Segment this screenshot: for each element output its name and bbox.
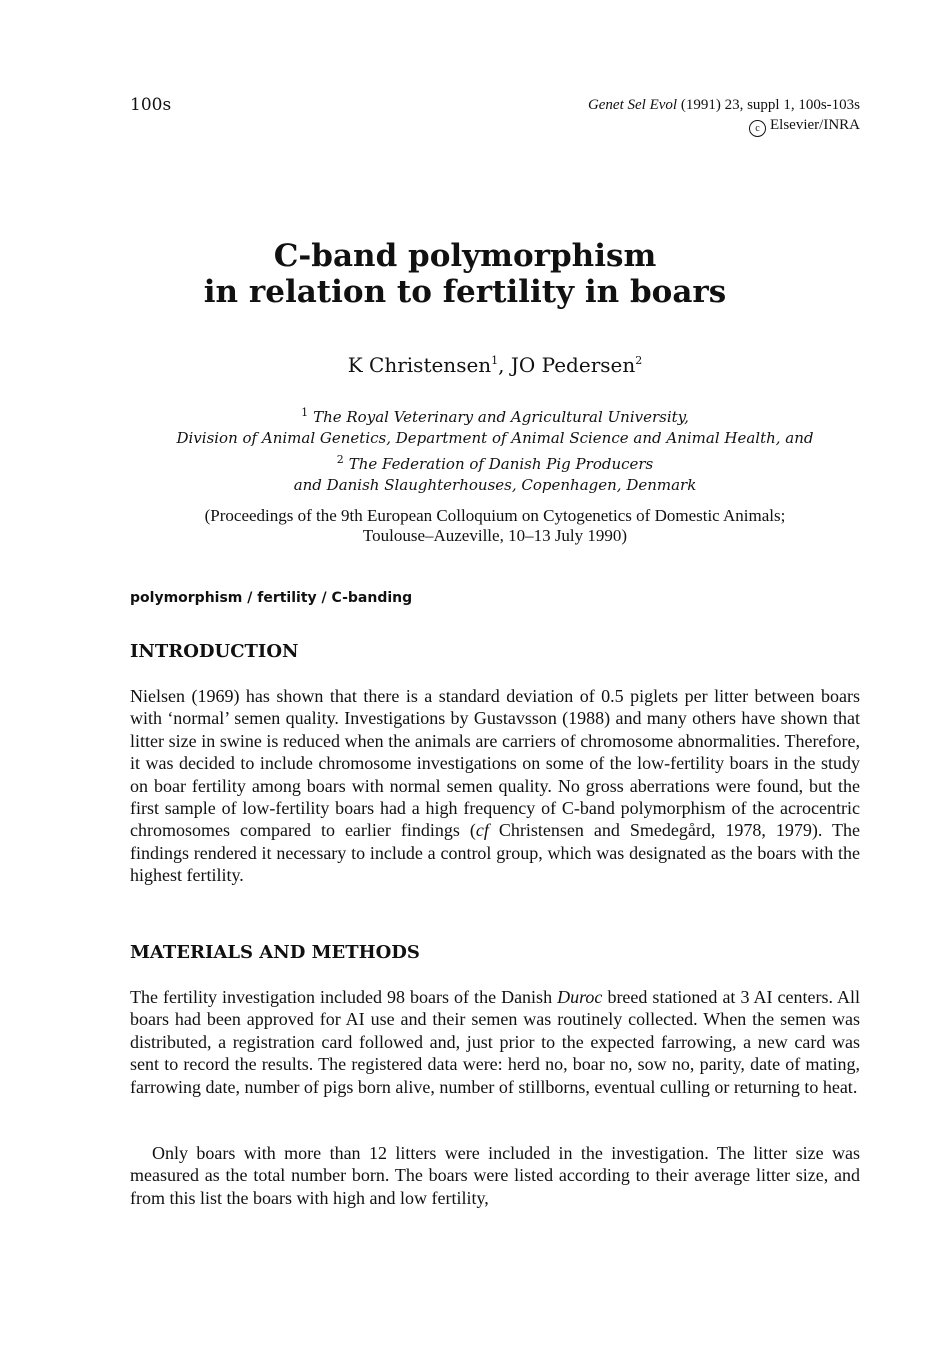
title-line-1: C-band polymorphism <box>273 238 657 274</box>
proceedings-note <box>0 506 930 546</box>
affiliation-1-marker: 1 <box>301 406 309 419</box>
journal-citation <box>588 95 860 115</box>
intro-text-b: Christensen and Smedegård, 1978, 1979). The findings rendered it necessary to include a control group, which was designated as the boars with the highest fertility. <box>130 820 861 886</box>
methods-breed: Duroc <box>557 987 603 1007</box>
methods-paragraph-1 <box>130 986 860 1098</box>
affiliation-2-text: The Federation of Danish Pig Producers <box>348 455 654 473</box>
copyright-line <box>588 115 860 137</box>
methods-text-a: The fertility investigation included 98 boars of the Danish <box>130 987 558 1007</box>
affiliation-line-1 <box>0 402 930 428</box>
intro-text-a: Nielsen (1969) has shown that there is a standard deviation of 0.5 piglets per litter between boars with ‘normal’ semen quality. Investigations by Gustavsson (1988) and many others have shown that litter size in swine is reduced when the animals are carriers of chromosome abnormalities. Therefore, it was decided to include chromosome investigations on some of the low-fertility boars in the study on boar fertility among boars with normal semen quality. No gross aberrations were found, but the first sample of low-fertility boars had a high frequency of C-band polymorphism of the acrocentric chromosomes compared to earlier findings ( <box>130 686 860 841</box>
page-number: 100s <box>130 95 172 115</box>
methods-paragraph-2: Only boars with more than 12 litters were included in the investigation. The litter size was measured as the total number born. The boars were listed according to their average litter size, and from this list the boars with high and low fertility, <box>130 1143 860 1208</box>
affiliation-line-2: Division of Animal Genetics, Department of Animal Science and Animal Health, and <box>176 429 814 447</box>
author-1-affiliation: 1 <box>491 354 499 367</box>
affiliation-2-marker: 2 <box>336 453 344 466</box>
author-list <box>0 353 930 377</box>
journal-citation-block <box>588 95 860 137</box>
copyright-icon: c <box>749 120 766 137</box>
methods-text-b: breed stationed at 3 AI centers. All boars had been approved for AI use and their semen was routinely collected. When the semen was distributed, a registration card followed and, just prior to the expected farrowing, a new card was sent to record the results. The registered data were: herd no, boar no, sow no, parity, date of mating, farrowing date, number of pigs born alive, number of stillborns, eventual culling or returning to heat. <box>130 987 860 1097</box>
methods-heading: MATERIALS AND METHODS <box>130 942 420 963</box>
author-2-affiliation: 2 <box>635 354 643 367</box>
journal-volume: (1991) 23, suppl 1, 100s-103s <box>677 97 860 113</box>
journal-name: Genet Sel Evol <box>587 97 678 113</box>
title-line-2: in relation to fertility in boars <box>203 274 727 310</box>
affiliation-line-4: and Danish Slaughterhouses, Copenhagen, Denmark <box>293 476 697 494</box>
author-2: JO Pedersen <box>510 353 636 377</box>
proceedings-line-1: (Proceedings of the 9th European Colloquium on Cytogenetics of Domestic Animals; <box>204 506 786 525</box>
copyright-holder: Elsevier/INRA <box>770 117 860 133</box>
intro-cf: cf <box>475 820 489 841</box>
paper-title <box>0 238 930 310</box>
affiliation-1-text: The Royal Veterinary and Agricultural University, <box>313 408 689 426</box>
proceedings-line-2: Toulouse–Auzeville, 10–13 July 1990) <box>362 526 628 545</box>
introduction-paragraph <box>130 685 860 887</box>
author-1: K Christensen <box>347 353 492 377</box>
author-separator: , <box>498 353 511 377</box>
keywords: polymorphism / fertility / C-banding <box>130 590 413 606</box>
affiliation-line-3 <box>0 449 930 475</box>
introduction-heading: INTRODUCTION <box>130 641 299 662</box>
affiliations <box>0 402 930 496</box>
